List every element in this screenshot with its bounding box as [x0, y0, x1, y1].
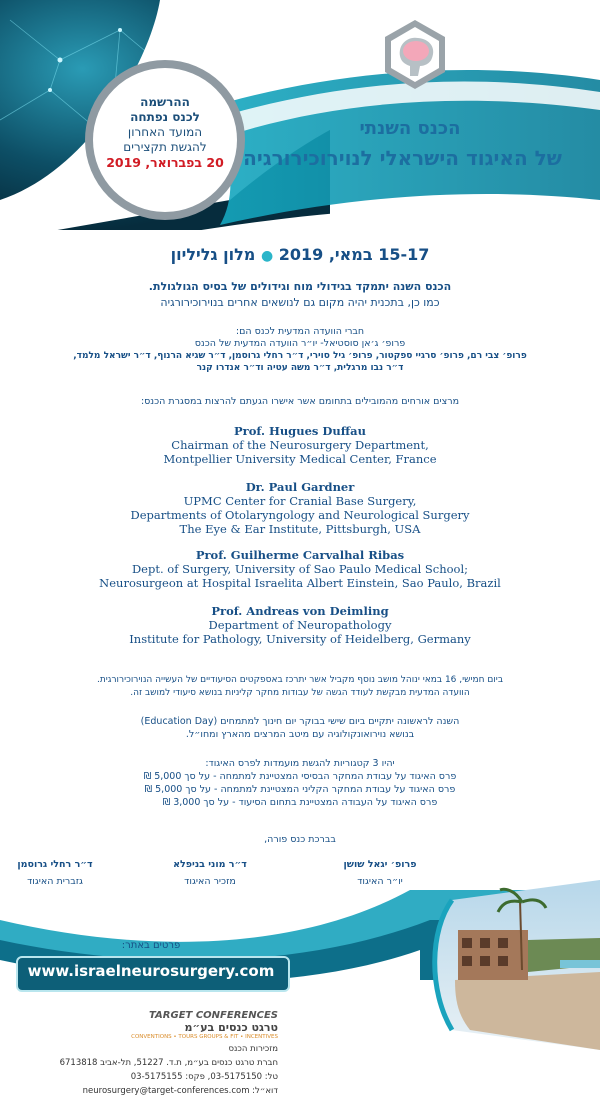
- speaker-block: [0, 424, 600, 466]
- speaker-block: [0, 480, 600, 536]
- abstract-deadline: 20 בפברואר, 2019: [106, 155, 224, 170]
- speaker-affiliation: Dept. of Surgery, University of Sao Paulo Medical School;: [131, 562, 469, 576]
- address: חברת טרגט כנסים בע״מ, ת.ד. 51227, תל-אביב 6713818: [59, 1058, 278, 1068]
- education-day-text: השנה לראשונה יתקיים ביום שישי בבוקר יום חינוך למתמחים (Education Day): [140, 716, 460, 727]
- speaker-affiliation: Department of Neuropathology: [208, 618, 392, 632]
- hotel-photo: [435, 880, 600, 1050]
- speaker-block: [0, 548, 600, 590]
- signatory-name: ד״ר מוני בניפלא: [173, 859, 247, 870]
- speaker-affiliation: Chairman of the Neurosurgery Department,: [171, 438, 429, 452]
- event-dates: 15-17 במאי, 2019: [278, 245, 430, 264]
- company-name-en: TARGET CONFERENCES: [149, 1010, 278, 1021]
- prize-item: פרס האיגוד על העבודה המצטיינת בתחום הסיעוד - על סך 3,000 ₪: [162, 797, 438, 808]
- company-tagline: CONVENTIONS • TOURS GROUPS & FIT • INCENTIVES: [131, 1034, 278, 1040]
- speaker-affiliation: The Eye & Ear Institute, Pittsburgh, USA: [179, 522, 421, 536]
- signatory-name: פרופ׳ יגאל שושן: [343, 859, 417, 870]
- prizes-heading: יהיו 3 קטגוריות להגשת מועמדות לפרס האיגוד:: [205, 758, 395, 769]
- signatory-role: מזכיר האיגוד: [184, 876, 236, 887]
- speaker-affiliation: Departments of Otolaryngology and Neurological Surgery: [130, 508, 470, 522]
- speaker-name: Prof. Guilherme Carvalhal Ribas: [195, 548, 405, 562]
- guest-speakers-intro: מרצים אורחים מהמובילים בתחומם אשר אישרו הגעתם להרצות במסגרת הכנס:: [140, 396, 460, 407]
- speaker-affiliation: Neurosurgeon at Hospital Israelita Albert Einstein, Sao Paulo, Brazil: [99, 576, 501, 590]
- prize-item: פרס האיגוד על עבודת המחקר הקליני המצטיינת למתמחה - על סך 5,000 ₪: [144, 784, 456, 795]
- committee-members: פרופ׳ צבי רם, פרופ׳ סרגיי ספקטור, פרופ׳ גיל סוירי, ד״ר רחלי גרוסמן, ד״ר שגיא הרנוף, ד״ר ישראל מלמד,: [73, 351, 527, 361]
- speaker-affiliation: Montpellier University Medical Center, France: [163, 452, 437, 466]
- speaker-name: Prof. Hugues Duffau: [234, 424, 366, 438]
- email-address[interactable]: דוא״ל: neurosurgery@target-conferences.com: [82, 1086, 278, 1096]
- website-link[interactable]: www.israelneurosurgery.com: [27, 962, 275, 980]
- greeting: בברכת כנס פורה,: [264, 834, 336, 845]
- committee-chair: פרופ׳ ג׳אן סוסטיאל- יו״ר הוועדה המדעית של הכנס: [194, 338, 406, 349]
- speaker-affiliation: Institute for Pathology, University of Heidelberg, Germany: [129, 632, 471, 646]
- registration-line: להגשת תקצירים: [123, 140, 207, 154]
- footer: [8, 1010, 278, 1098]
- nursing-session-text: ביום חמישי, 16 במאי ינוהל מושב נוסף מקביל אשר יתרכז באספקטים הסיעודיים של העשייה הנוירוכירורגית.: [96, 675, 504, 685]
- event-venue: מלון גליליון: [170, 245, 256, 264]
- details-label: פרטים באתר:: [121, 940, 181, 951]
- committee-members: ד״ר נבו מרגלית, ד״ר משה עטיה וד״ר אנדרו קנר: [196, 363, 404, 373]
- signatory-role: יו״ר האיגוד: [357, 876, 403, 887]
- bullet-icon: ●: [260, 248, 274, 264]
- speaker-block: [0, 604, 600, 646]
- phone-fax: טל: 03-5175150, פקס: 03-5175155: [130, 1072, 278, 1082]
- focus-text: הכנס השנה יתמקד בגידולי מוח וגידולים של בסיס הגולגולת.: [148, 280, 452, 293]
- registration-line: המועד האחרון: [127, 125, 203, 139]
- committee-heading: חברי הוועדה המדעית לכנס הם:: [235, 326, 365, 337]
- prize-item: פרס האיגוד על עבודת המחקר הבסיסי המצטיינת למתמחה - על סך 5,000 ₪: [143, 771, 457, 782]
- signatory-role: גזברית האיגוד: [27, 876, 83, 887]
- conference-title: הכנס השנתי: [359, 118, 461, 139]
- company-name-he: טרגט כנסים בע״מ: [184, 1021, 278, 1034]
- education-day-text: בנושא נוירואונקולוגיה עם מיטב המרצים מהארץ ומחו״ל.: [185, 729, 415, 740]
- other-topics-text: כמו כן, בתכנית יהיה מקום גם לנושאים אחרים בנוירוכירורגיה: [160, 296, 440, 309]
- conference-subtitle: של האיגוד הישראלי לנוירוכירורגיה: [243, 146, 562, 170]
- registration-line: ההרשמה: [140, 95, 190, 109]
- registration-line: לכנס נפתחה: [130, 110, 200, 124]
- speaker-name: Dr. Paul Gardner: [245, 480, 355, 494]
- speaker-name: Prof. Andreas von Deimling: [211, 604, 389, 618]
- date-venue-line: [0, 245, 600, 264]
- secretariat-label: מזכירות הכנס: [228, 1044, 278, 1054]
- signatory-name: ד״ר רחלי גרוסמן: [17, 859, 93, 870]
- speaker-affiliation: UPMC Center for Cranial Base Surgery,: [183, 494, 417, 508]
- nursing-session-text: הוועדה המדעית מבקשת לעודד הגשה של עבודות מחקר קליניות בנושא סיעודי למושב זה.: [130, 688, 470, 698]
